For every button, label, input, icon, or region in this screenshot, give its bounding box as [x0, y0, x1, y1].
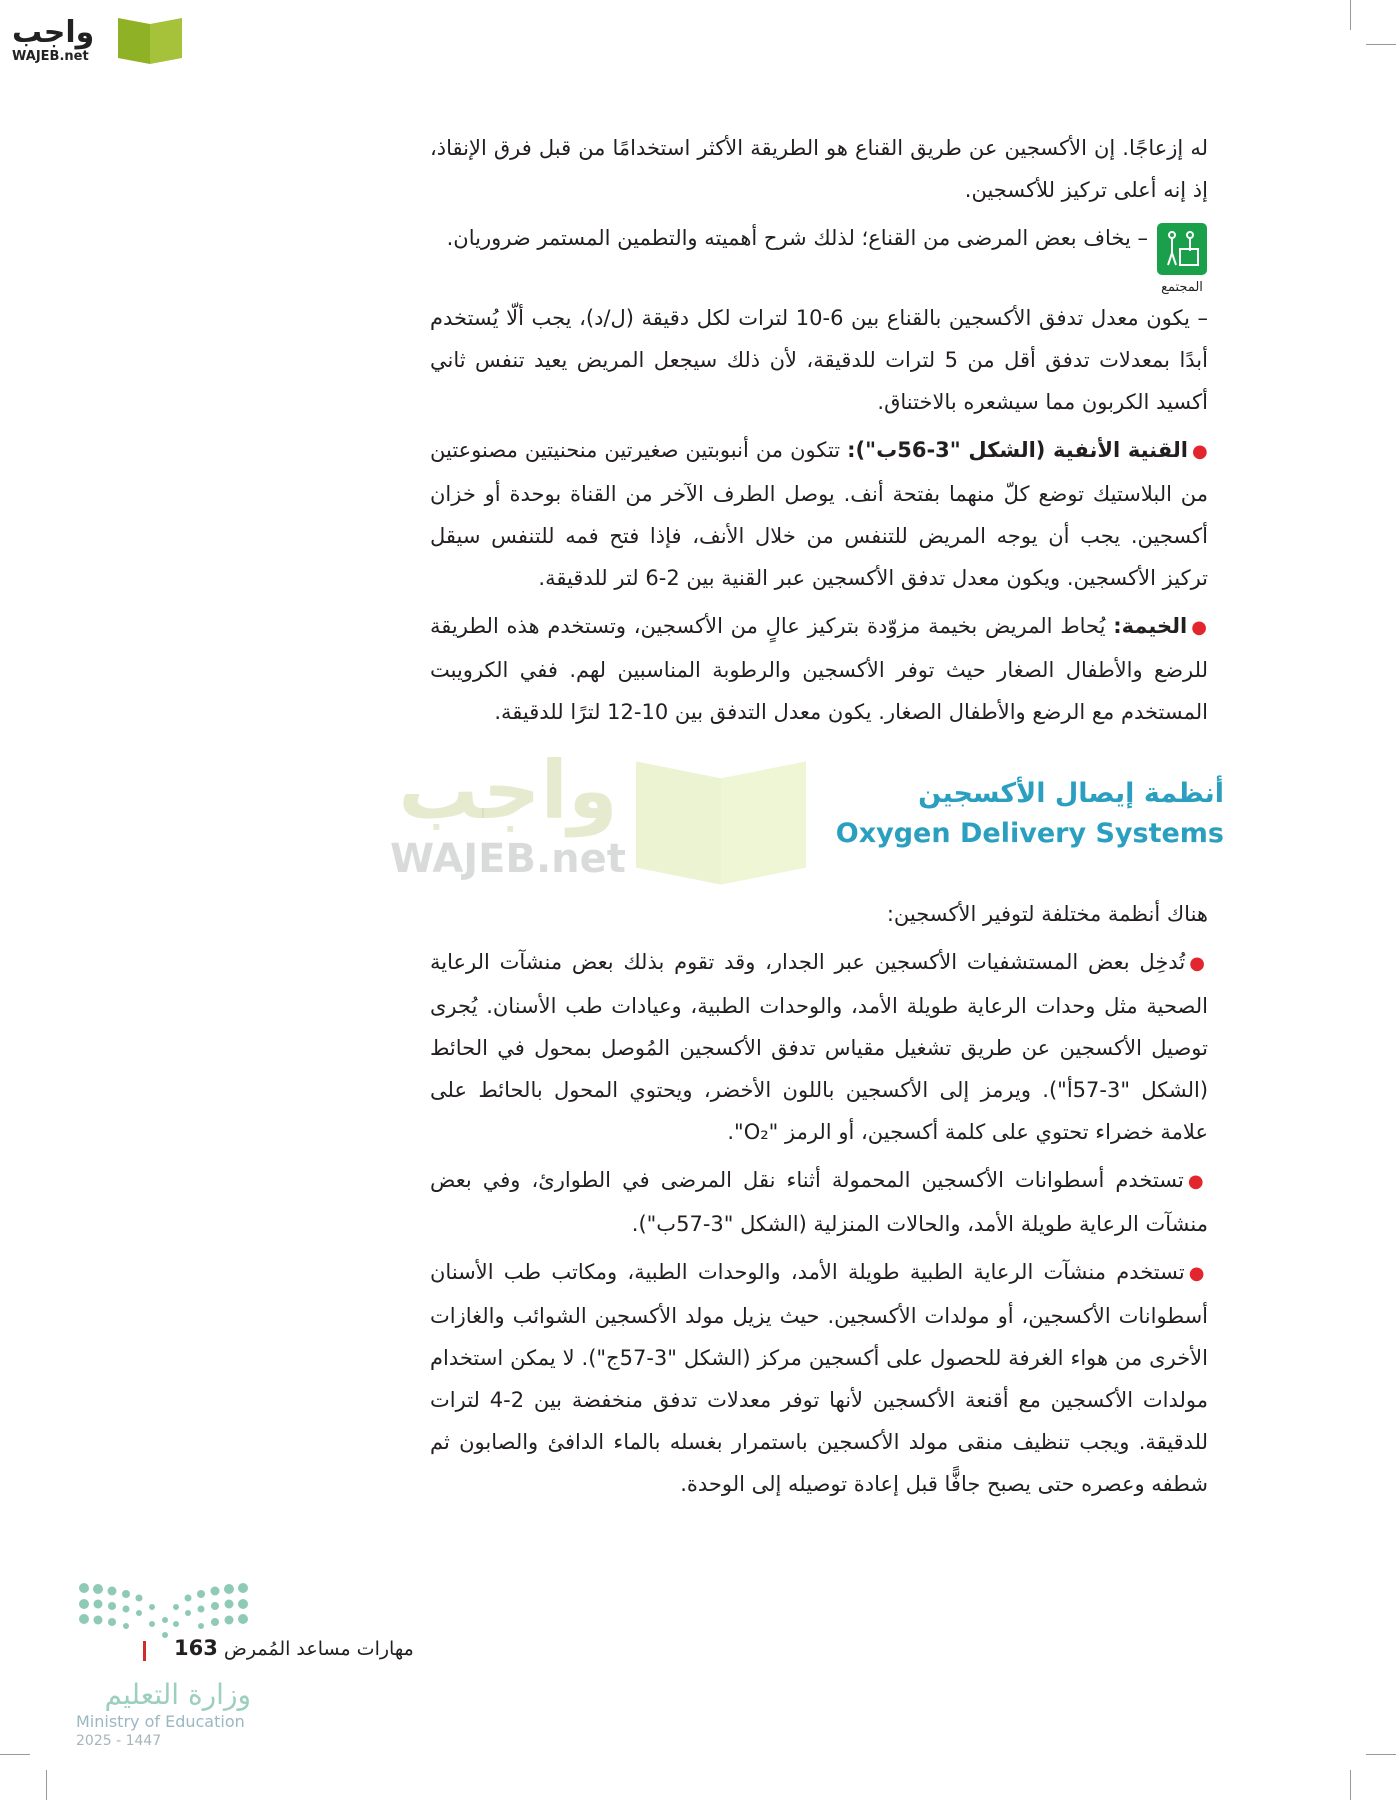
paragraph-concentrators — [430, 1251, 1208, 1505]
term-tent: الخيمة: — [1113, 614, 1188, 638]
community-icon-label: المجتمع — [1161, 280, 1203, 295]
svg-text:واجب: واجب — [12, 15, 95, 50]
body-column — [390, 127, 1224, 1511]
ministry-logo — [76, 1580, 251, 1750]
bullet-icon: ● — [1191, 617, 1208, 638]
wajeb-logo — [10, 6, 190, 70]
paragraph-cylinders — [430, 1159, 1208, 1245]
paragraph-systems-intro: هناك أنظمة مختلفة لتوفير الأكسجين: — [886, 902, 1208, 926]
section-heading-en: Oxygen Delivery Systems — [835, 818, 1224, 849]
section-heading-row — [390, 739, 1224, 889]
community-icon-wrap — [1156, 223, 1208, 297]
book-title: مهارات مساعد المُمرض — [223, 1638, 414, 1660]
paragraph-wall-oxygen — [430, 941, 1208, 1153]
paragraph-mask-flow: – يكون معدل تدفق الأكسجين بالقناع بين 6-10 لترات لكل دقيقة (ل/د)، يجب ألّا يُستخدم أبدًا بمعدلات تدفق أقل من 5 لترات للدقيقة، لأن ذلك سيجعل المريض يعيد تنفس ثاني أكسيد الكربون مما سيشعره بالاختناق. — [430, 306, 1209, 414]
section-heading-ar: أنظمة إيصال الأكسجين — [918, 778, 1224, 809]
page-number: 163 — [174, 1636, 218, 1660]
community-icon — [1157, 223, 1207, 275]
ministry-name-ar: وزارة التعليم — [104, 1678, 251, 1711]
ministry-year: 2025 - 1447 — [76, 1733, 162, 1749]
paragraph-tent — [430, 605, 1208, 733]
ministry-name-en: Ministry of Education — [76, 1712, 245, 1731]
bullet-icon: ● — [1187, 1171, 1208, 1192]
watermark: واجب WAJEB.net — [390, 744, 626, 882]
bullet-icon: ● — [1191, 441, 1208, 462]
paragraph-mask-intro: له إزعاجًا. إن الأكسجين عن طريق القناع هو الطريقة الأكثر استخدامًا من قبل فرق الإنقاذ، إذ إنه أعلى تركيز للأكسجين. — [430, 136, 1208, 202]
text: تُدخِل بعض المستشفيات الأكسجين عبر الجدار، وقد تقوم بذلك بعض منشآت الرعاية الصحية مثل وحدات الرعاية طويلة الأمد، والوحدات الطبية، وعيادات طب الأسنان. يُجرى توصيل الأكسجين عن طريق تشغيل مقياس تدفق الأكسجين المُوصل بمحول في الحائط (الشكل "3-57أ"). ويرمز إلى الأكسجين باللون الأخضر، ويحتوي المحول بالحائط على علامة خضراء تحتوي على كلمة أكسجين، أو الرمز "O₂". — [430, 950, 1209, 1144]
footer-book-title — [174, 1636, 414, 1660]
term-nasal-cannula: القنية الأنفية (الشكل "3-56ب"): — [847, 438, 1188, 462]
paragraph-mask-fear: – يخاف بعض المرضى من القناع؛ لذلك شرح أهميته والتطمين المستمر ضروريان. — [446, 226, 1148, 250]
text: تتكون من أنبوبتين صغيرتين منحنيتين مصنوعتين من البلاستيك توضع كلّ منهما بفتحة أنف. يوصل الطرف الآخر من القناة بوحدة أو خزان أكسجين. يجب أن يوجه المريض للتنفس من خلال الأنف، فإذا فتح فمه للتنفس سيقل تركيز الأكسجين. ويكون معدل تدفق الأكسجين عبر القنية بين 2-6 لتر للدقيقة. — [430, 438, 1208, 590]
text: تستخدم أسطوانات الأكسجين المحمولة أثناء نقل المرضى في الطوارئ، وفي بعض منشآت الرعاية طويلة الأمد، والحالات المنزلية (الشكل "3-57ب"). — [430, 1168, 1208, 1236]
watermark-book-icon — [636, 742, 806, 887]
bullet-icon: ● — [1188, 1263, 1208, 1284]
paragraph-nasal-cannula — [430, 429, 1208, 599]
text: يُحاط المريض بخيمة مزوّدة بتركيز عالٍ من الأكسجين، وتستخدم هذه الطريقة للرضع والأطفال الصغار حيث توفر الأكسجين والرطوبة المناسبين لهم. ففي الكرويبت المستخدم مع الرضع والأطفال الصغار. يكون معدل التدفق بين 10-12 لترًا للدقيقة. — [430, 614, 1208, 724]
community-note — [430, 217, 1208, 297]
section-heading — [836, 774, 1224, 854]
watermark-group — [390, 742, 806, 887]
footer-divider — [143, 1641, 146, 1661]
svg-text:WAJEB.net: WAJEB.net — [12, 49, 89, 64]
bullet-icon: ● — [1189, 953, 1208, 974]
text: تستخدم منشآت الرعاية الطبية طويلة الأمد، والوحدات الطبية، ومكاتب طب الأسنان أسطوانات الأكسجين، أو مولدات الأكسجين. حيث يزيل مولد الأكسجين الشوائب والغازات الأخرى من هواء الغرفة للحصول على أكسجين مركز (الشكل "3-57ج"). لا يمكن استخدام مولدات الأكسجين مع أقنعة الأكسجين لأنها توفر معدلات تدفق منخفضة بين 2-4 لترات للدقيقة. ويجب تنظيف منقى مولد الأكسجين باستمرار بغسله بالماء الدافئ والصابون ثم شطفه وعصره حتى يصبح جافًّا قبل إعادة توصيله إلى الوحدة. — [430, 1260, 1208, 1496]
